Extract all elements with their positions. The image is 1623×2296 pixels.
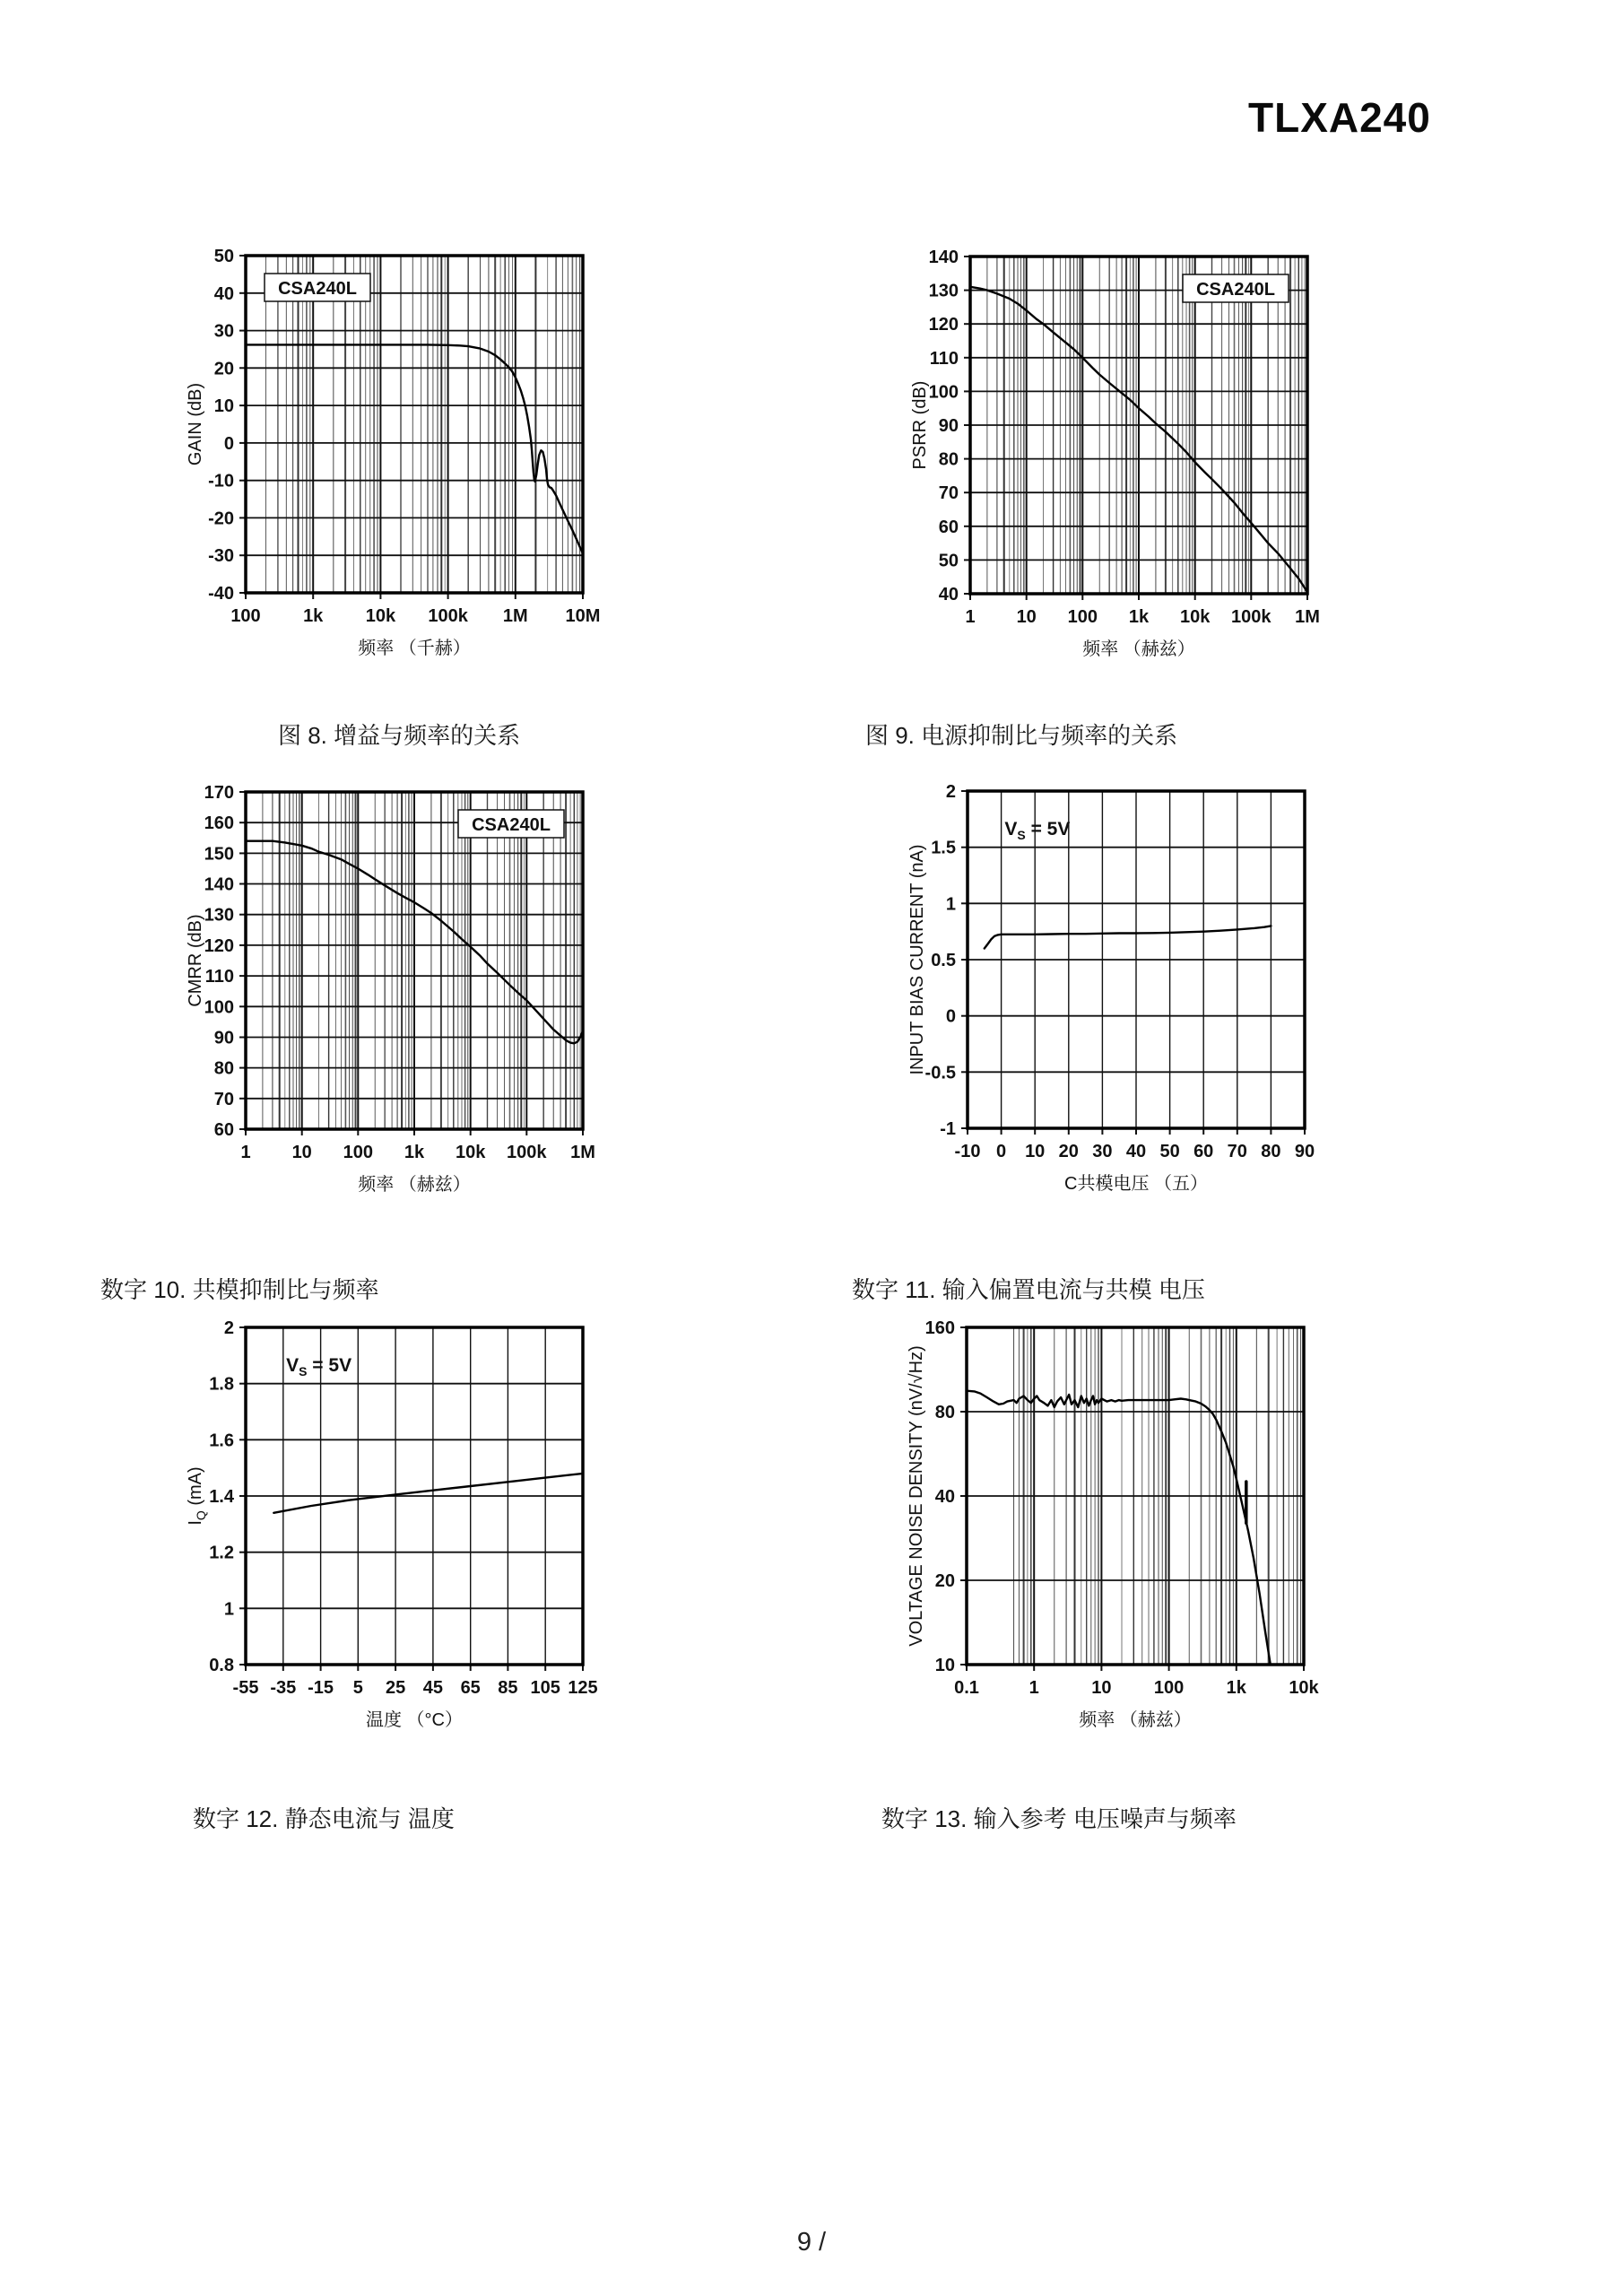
svg-text:-55: -55 [232, 1678, 259, 1698]
svg-text:频率 （千赫）: 频率 （千赫） [358, 639, 471, 658]
svg-text:1k: 1k [303, 606, 324, 626]
page-title: TLXA240 [1248, 94, 1431, 141]
svg-text:10: 10 [291, 1143, 312, 1162]
svg-text:PSRR (dB): PSRR (dB) [910, 380, 930, 470]
svg-text:1M: 1M [502, 606, 528, 626]
svg-text:0: 0 [945, 1006, 956, 1027]
figure-10-caption: 数字 10. 共模抑制比与频率 [100, 1276, 379, 1303]
svg-text:IQ (mA): $I_Q$ (mA) [186, 1466, 208, 1526]
svg-text:70: 70 [938, 483, 959, 504]
svg-text:CSA240L: CSA240L [1196, 280, 1275, 300]
svg-text:1.4: 1.4 [209, 1487, 234, 1507]
figure-9-caption: 图 9. 电源抑制比与频率的关系 [865, 722, 1178, 749]
svg-text:0.1: 0.1 [954, 1678, 979, 1698]
svg-text:90: 90 [1294, 1142, 1315, 1161]
svg-text:C共模电压 （五）: C共模电压 （五） [1064, 1174, 1208, 1194]
svg-text:1: 1 [1028, 1678, 1039, 1698]
svg-text:1.5: 1.5 [931, 838, 956, 858]
psrr-vs-frequency-chart [888, 246, 1336, 674]
svg-text:60: 60 [938, 517, 959, 537]
svg-text:100k: 100k [428, 606, 468, 626]
svg-text:50: 50 [213, 247, 234, 266]
svg-text:85: 85 [498, 1678, 518, 1698]
svg-text:10k: 10k [1289, 1678, 1319, 1698]
svg-text:1.6: 1.6 [209, 1431, 234, 1451]
svg-text:25: 25 [385, 1678, 406, 1698]
svg-text:125: 125 [568, 1678, 598, 1698]
svg-text:100: 100 [230, 606, 261, 626]
svg-text:10: 10 [1091, 1678, 1112, 1698]
cmrr-vs-frequency-chart [163, 781, 612, 1210]
svg-text:30: 30 [213, 321, 234, 342]
svg-text:-10: -10 [208, 471, 234, 491]
svg-text:-1: -1 [940, 1119, 956, 1139]
quiescent-current-vs-temperature-chart [163, 1317, 612, 1745]
svg-text:10: 10 [213, 396, 234, 417]
figure-11-caption: 数字 11. 输入偏置电流与共模 电压 [852, 1276, 1205, 1303]
figure-12-caption: 数字 12. 静态电流与 温度 [193, 1805, 455, 1832]
svg-text:1: 1 [223, 1599, 234, 1620]
svg-text:-40: -40 [208, 584, 234, 604]
svg-text:10k: 10k [456, 1143, 486, 1162]
figure-8-caption: 图 8. 增益与频率的关系 [278, 722, 521, 749]
svg-text:160: 160 [924, 1318, 955, 1338]
svg-text:10k: 10k [1180, 607, 1211, 627]
svg-text:VOLTAGE NOISE DENSITY (nV/√Hz): VOLTAGE NOISE DENSITY (nV/√Hz) [907, 1345, 926, 1647]
svg-text:130: 130 [928, 281, 959, 301]
svg-text:1k: 1k [404, 1143, 425, 1162]
svg-text:90: 90 [938, 416, 959, 436]
figure-13-caption: 数字 13. 输入参考 电压噪声与频率 [881, 1805, 1237, 1832]
svg-text:100: 100 [204, 997, 234, 1018]
svg-text:120: 120 [204, 935, 234, 956]
svg-text:10: 10 [1025, 1142, 1046, 1161]
svg-text:频率 （赫兹）: 频率 （赫兹） [358, 1175, 471, 1195]
svg-text:1.2: 1.2 [209, 1543, 234, 1563]
svg-text:105: 105 [530, 1678, 560, 1698]
svg-text:频率 （赫兹）: 频率 （赫兹） [1079, 1710, 1192, 1730]
gain-vs-frequency-chart [163, 245, 612, 674]
svg-text:1k: 1k [1128, 607, 1150, 627]
svg-text:80: 80 [213, 1058, 234, 1079]
svg-text:110: 110 [929, 348, 959, 369]
svg-text:140: 140 [204, 874, 234, 895]
svg-text:60: 60 [1193, 1142, 1214, 1161]
svg-text:0: 0 [223, 433, 234, 454]
svg-text:100: 100 [1067, 607, 1098, 627]
svg-text:10: 10 [934, 1656, 955, 1675]
svg-text:1.8: 1.8 [209, 1374, 234, 1395]
svg-text:GAIN (dB): GAIN (dB) [186, 382, 205, 466]
svg-text:65: 65 [460, 1678, 481, 1698]
svg-text:CMRR (dB): CMRR (dB) [186, 914, 205, 1007]
svg-text:2: 2 [945, 782, 956, 802]
voltage-noise-density-vs-frequency-chart [884, 1317, 1332, 1745]
svg-text:40: 40 [934, 1487, 955, 1507]
svg-text:温度 （°C）: 温度 （°C） [366, 1710, 463, 1730]
svg-text:20: 20 [1058, 1142, 1079, 1161]
svg-text:40: 40 [1125, 1142, 1147, 1161]
svg-text:110: 110 [204, 967, 234, 987]
svg-text:2: 2 [223, 1318, 234, 1338]
input-bias-current-vs-common-mode-voltage-chart [885, 780, 1333, 1209]
svg-text:80: 80 [938, 449, 959, 470]
svg-text:10k: 10k [365, 606, 396, 626]
svg-text:40: 40 [213, 283, 234, 304]
svg-text:140: 140 [928, 248, 959, 267]
svg-text:频率 （赫兹）: 频率 （赫兹） [1082, 639, 1195, 659]
svg-text:100: 100 [1153, 1678, 1185, 1698]
svg-text:INPUT BIAS CURRENT (nA): INPUT BIAS CURRENT (nA) [907, 844, 927, 1075]
svg-text:1: 1 [240, 1143, 251, 1162]
svg-text:0.8: 0.8 [209, 1656, 234, 1675]
svg-text:160: 160 [204, 813, 234, 834]
svg-text:120: 120 [928, 315, 959, 335]
svg-text:-20: -20 [208, 509, 234, 529]
svg-text:80: 80 [934, 1403, 955, 1422]
svg-text:1M: 1M [570, 1143, 595, 1162]
svg-text:70: 70 [213, 1089, 234, 1109]
svg-text:VS = 5V: $V_S = 5V$ [1004, 818, 1071, 842]
svg-text:-30: -30 [208, 546, 234, 567]
svg-text:-10: -10 [954, 1142, 981, 1161]
svg-text:170: 170 [204, 783, 234, 803]
svg-text:45: 45 [422, 1678, 444, 1698]
svg-text:10: 10 [1016, 607, 1037, 627]
svg-text:60: 60 [213, 1120, 234, 1140]
svg-text:100: 100 [343, 1143, 373, 1162]
svg-text:80: 80 [1261, 1142, 1281, 1161]
svg-text:10M: 10M [565, 606, 601, 626]
svg-text:0.5: 0.5 [931, 951, 956, 970]
svg-text:90: 90 [213, 1028, 234, 1048]
svg-text:150: 150 [204, 844, 234, 865]
svg-text:1k: 1k [1226, 1678, 1246, 1698]
svg-text:VS = 5V: $V_S = 5V$ [286, 1354, 352, 1378]
svg-text:70: 70 [1227, 1142, 1247, 1161]
svg-text:100k: 100k [507, 1143, 547, 1162]
svg-text:1: 1 [965, 607, 976, 627]
svg-text:130: 130 [204, 905, 234, 926]
svg-text:100: 100 [928, 382, 959, 403]
svg-text:40: 40 [938, 585, 959, 604]
svg-text:50: 50 [1159, 1142, 1180, 1161]
svg-text:20: 20 [934, 1571, 955, 1591]
svg-text:5: 5 [352, 1678, 363, 1698]
svg-text:-35: -35 [270, 1678, 297, 1698]
svg-text:CSA240L: CSA240L [278, 279, 357, 299]
page-number: 9 / [796, 2228, 827, 2257]
svg-text:50: 50 [938, 551, 959, 571]
svg-text:1M: 1M [1295, 607, 1320, 627]
svg-text:100k: 100k [1231, 607, 1271, 627]
svg-text:-15: -15 [308, 1678, 334, 1698]
svg-text:20: 20 [213, 359, 234, 379]
svg-text:0: 0 [996, 1142, 1007, 1161]
svg-text:1: 1 [945, 894, 956, 915]
svg-text:-0.5: -0.5 [924, 1063, 956, 1083]
svg-text:CSA240L: CSA240L [472, 815, 551, 835]
svg-text:30: 30 [1092, 1142, 1113, 1161]
